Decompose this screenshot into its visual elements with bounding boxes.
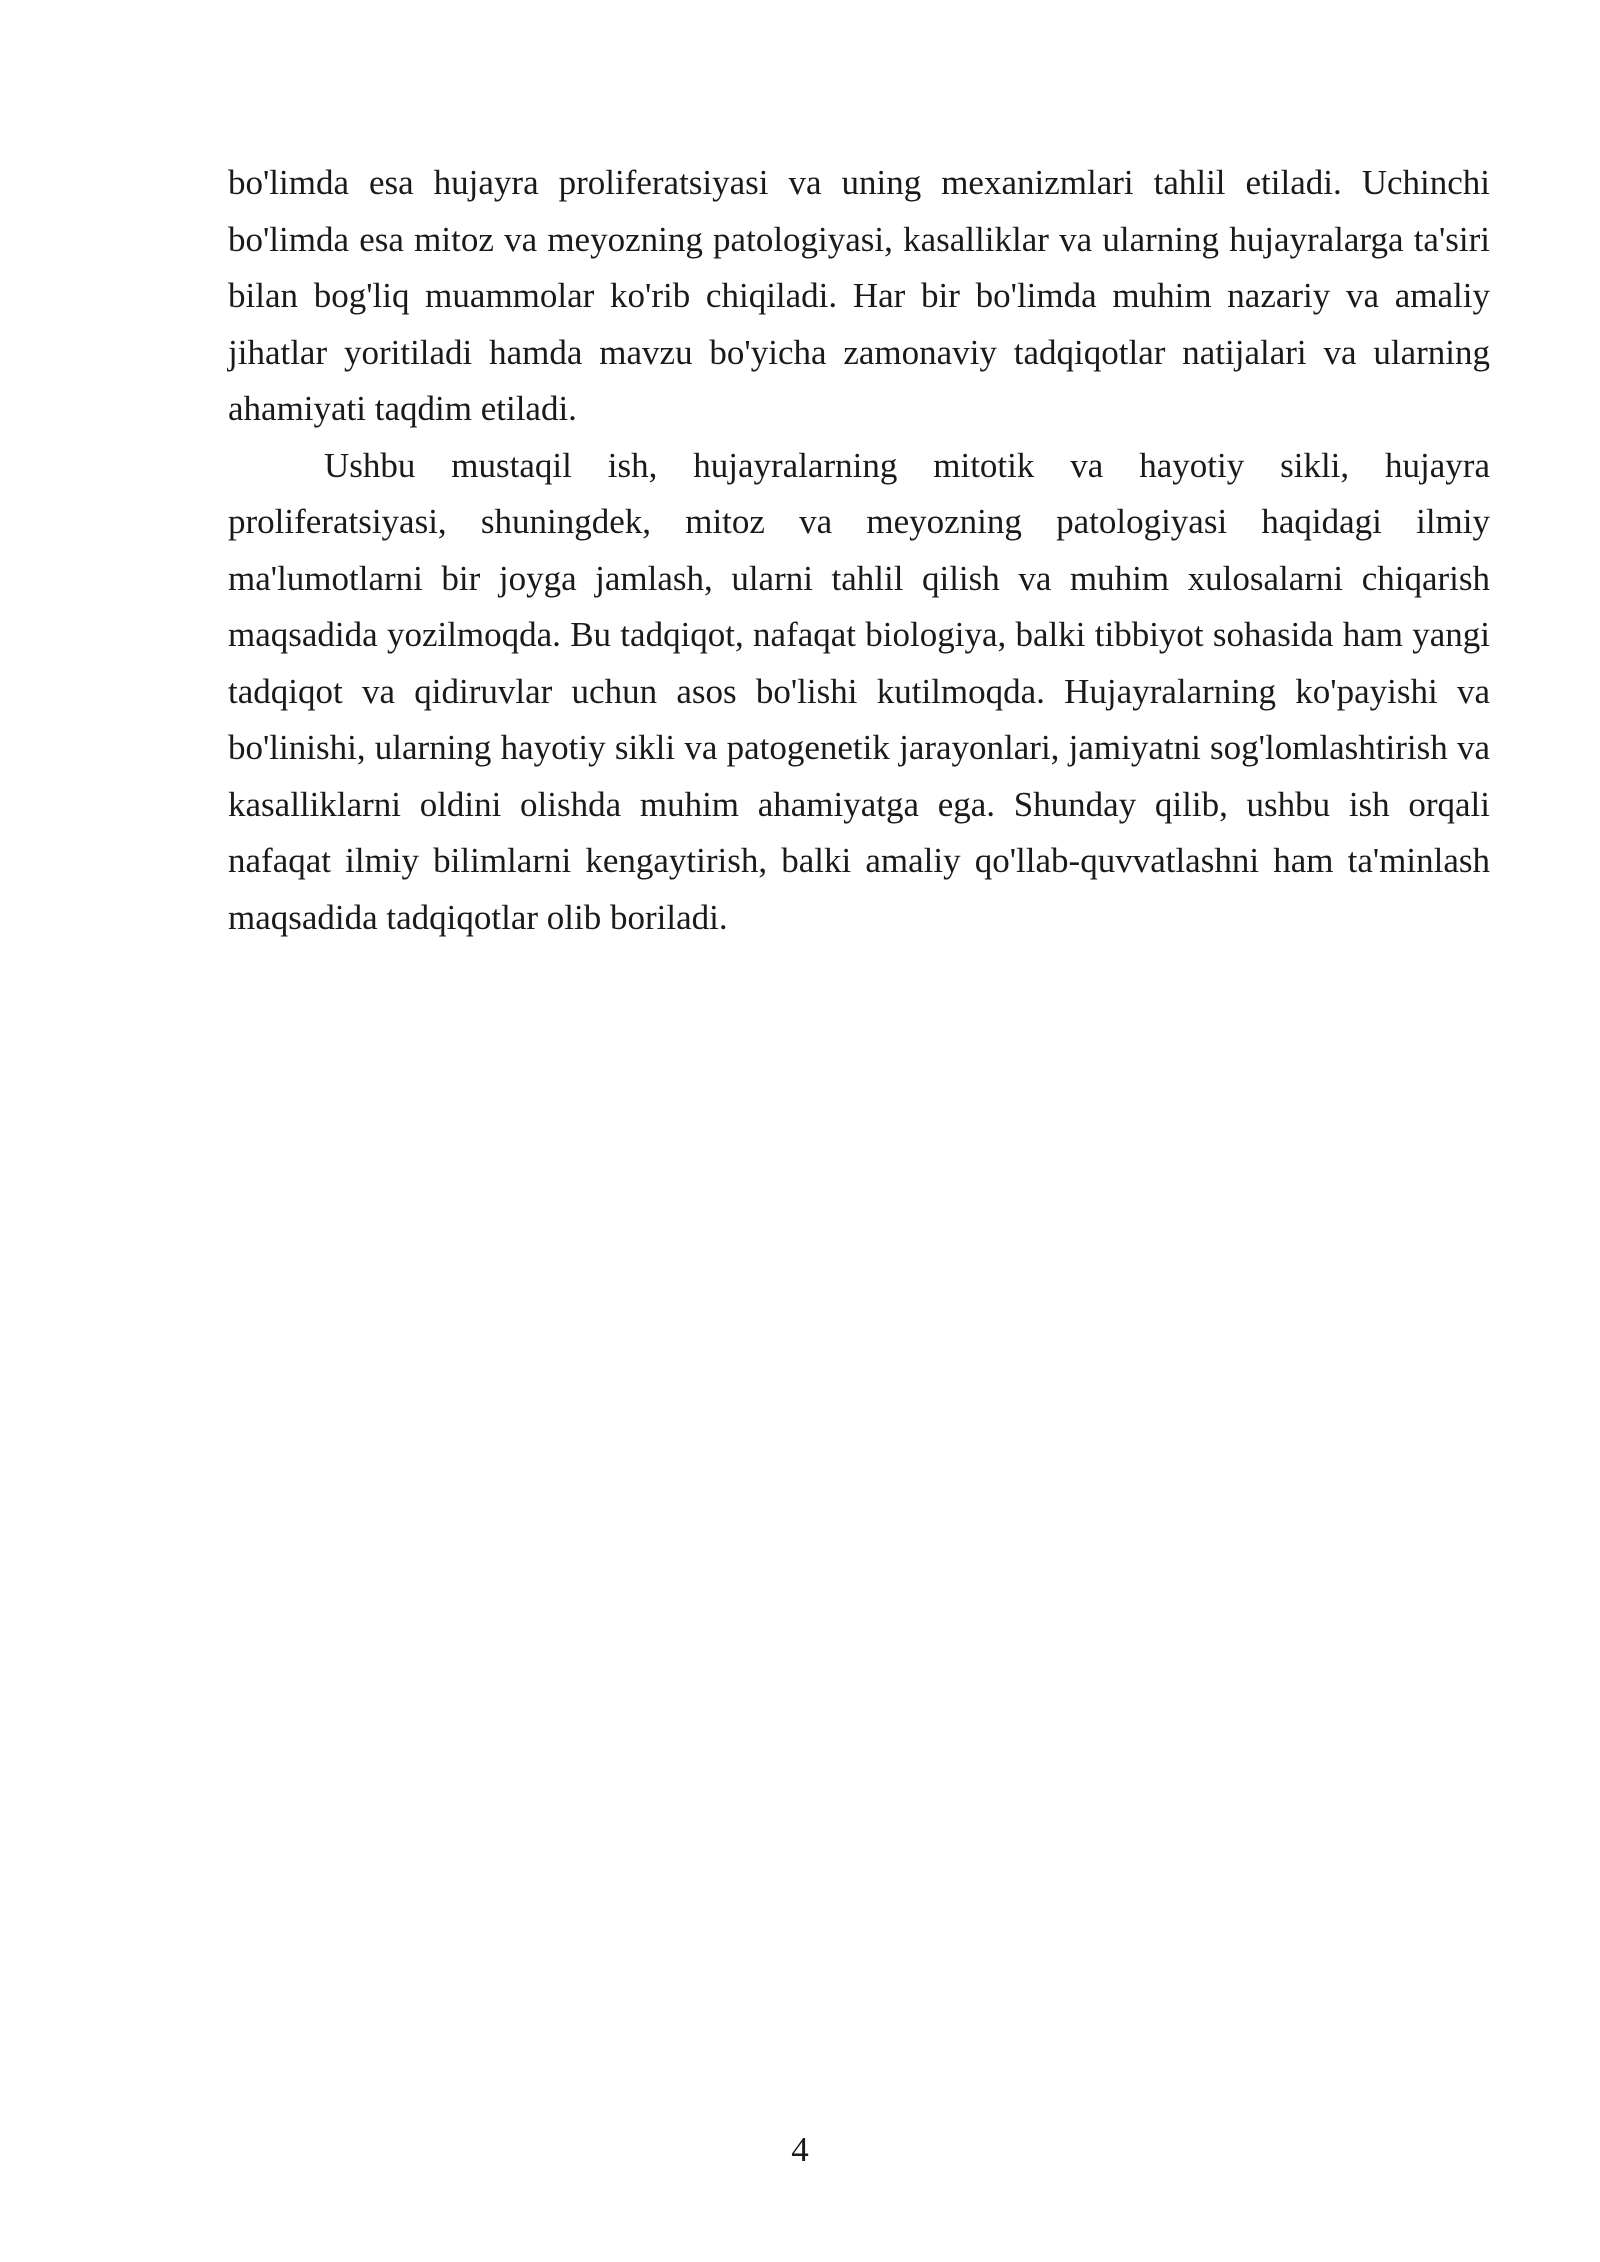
page-number: 4	[791, 2130, 809, 2169]
body-text	[228, 155, 1490, 946]
paragraph-continued: bo'limda esa hujayra proliferatsiyasi va uning mexanizmlari tahlil etiladi. Uchinchi bo'limda esa mitoz va meyozning patologiyasi, kasalliklar va ularning hujayralarga ta'siri bilan bog'liq muammolar ko'rib chiqiladi. Har bir bo'limda muhim nazariy va amaliy jihatlar yoritiladi hamda mavzu bo'yicha zamonaviy tadqiqotlar natijalari va ularning ahamiyati taqdim etiladi.	[228, 163, 1490, 428]
paragraph-purpose: Ushbu mustaqil ish, hujayralarning mitotik va hayotiy sikli, hujayra proliferatsiyasi, shuningdek, mitoz va meyozning patologiyasi haqidagi ilmiy ma'lumotlarni bir joyga jamlash, ularni tahlil qilish va muhim xulosalarni chiqarish maqsadida yozilmoqda. Bu tadqiqot, nafaqat biologiya, balki tibbiyot sohasida ham yangi tadqiqot va qidiruvlar uchun asos bo'lishi kutilmoqda. Hujayralarning ko'payishi va bo'linishi, ularning hayotiy sikli va patogenetik jarayonlari, jamiyatni sog'lomlashtirish va kasalliklarni oldini olishda muhim ahamiyatga ega. Shunday qilib, ushbu ish orqali nafaqat ilmiy bilimlarni kengaytirish, balki amaliy qo'llab-quvvatlashni ham ta'minlash maqsadida tadqiqotlar olib boriladi.	[228, 445, 1490, 937]
